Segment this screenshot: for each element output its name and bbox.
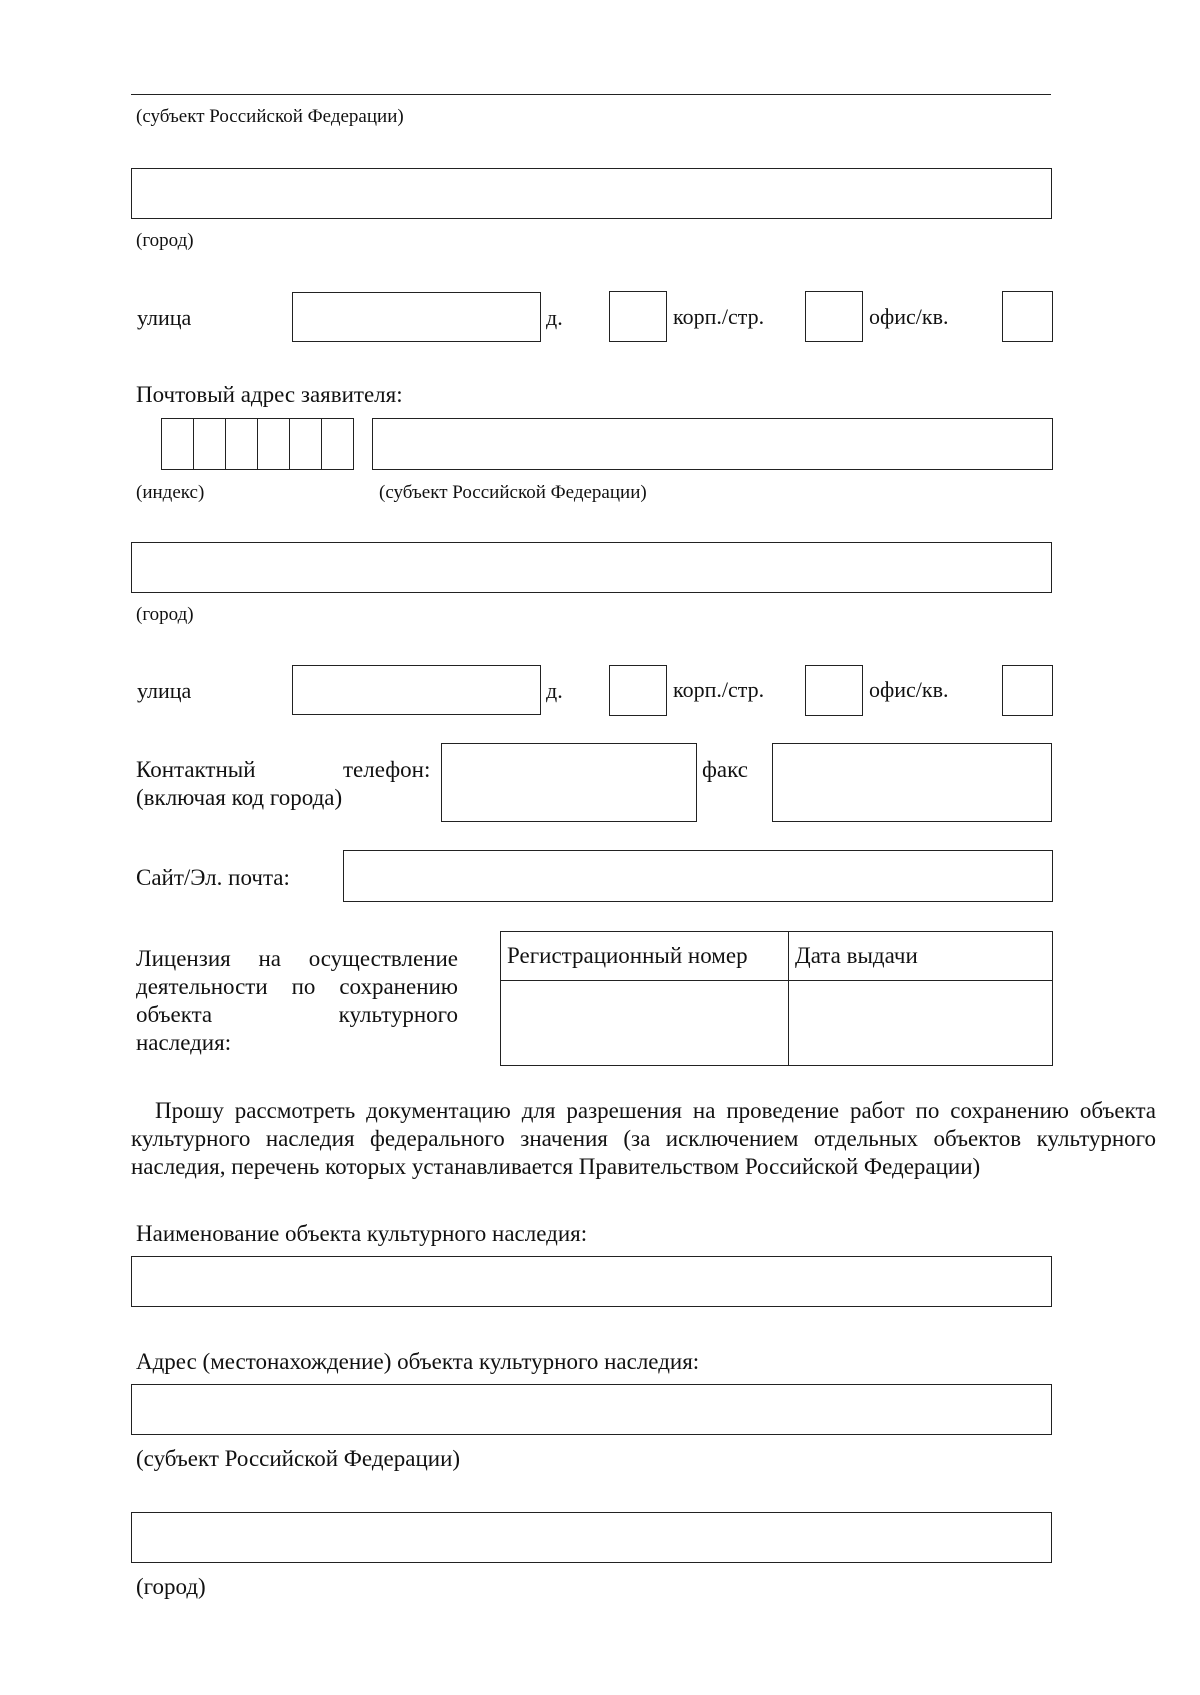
issue-date-header: Дата выдачи: [789, 932, 1053, 981]
index-caption: (индекс): [136, 482, 205, 503]
fax-label: факс: [702, 757, 748, 782]
subject-caption: (субъект Российской Федерации): [136, 106, 404, 127]
index-cell: [226, 419, 258, 469]
postal-building-input[interactable]: [805, 665, 863, 716]
index-cell: [322, 419, 353, 469]
license-label-line: Лицензия на осуществление: [136, 946, 458, 971]
reg-number-cell[interactable]: [501, 981, 789, 1066]
license-table: [500, 931, 1053, 1066]
reg-number-header: Регистрационный номер: [501, 932, 789, 981]
object-name-label: Наименование объекта культурного наследия:: [136, 1221, 588, 1246]
building-input[interactable]: [805, 291, 863, 342]
object-address-label: Адрес (местонахождение) объекта культурного наследия:: [136, 1349, 700, 1374]
phone-label-contact: Контактный: [136, 757, 256, 782]
postal-subject-input[interactable]: [372, 418, 1053, 470]
city-input[interactable]: [131, 168, 1052, 219]
postal-house-label: д.: [546, 678, 563, 703]
request-paragraph: Прошу рассмотреть документацию для разрешения на проведение работ по сохранению объекта культурного наследия федерального значения (за исключением отдельных объектов культурного наследия, перечень которых устанавливается Правительством Российской Федерации): [131, 1098, 1156, 1179]
phone-label-phone: телефон:: [343, 757, 431, 782]
issue-date-cell[interactable]: [789, 981, 1053, 1066]
index-cell: [290, 419, 322, 469]
house-label: д.: [546, 305, 563, 330]
postal-office-label: офис/кв.: [869, 677, 949, 702]
postal-subject-caption: (субъект Российской Федерации): [379, 482, 647, 503]
index-cell: [258, 419, 290, 469]
postal-street-input[interactable]: [292, 665, 541, 715]
phone-label-code: (включая код города): [136, 785, 343, 810]
street-input[interactable]: [292, 292, 541, 342]
object-city-input[interactable]: [131, 1512, 1052, 1563]
subject-underline: [131, 94, 1051, 95]
object-subject-caption: (субъект Российской Федерации): [136, 1446, 461, 1471]
site-email-input[interactable]: [343, 850, 1053, 902]
city-caption: (город): [136, 230, 194, 251]
building-label: корп./стр.: [673, 304, 765, 329]
object-city-caption: (город): [136, 1574, 206, 1599]
object-subject-input[interactable]: [131, 1384, 1052, 1435]
license-label-line: деятельности по сохранению: [136, 974, 458, 999]
postal-building-label: корп./стр.: [673, 677, 765, 702]
fax-input[interactable]: [772, 743, 1052, 822]
site-email-label: Сайт/Эл. почта:: [136, 865, 290, 890]
index-cell: [162, 419, 194, 469]
postal-index-input[interactable]: [161, 418, 354, 470]
object-name-input[interactable]: [131, 1256, 1052, 1307]
postal-address-title: Почтовый адрес заявителя:: [136, 382, 403, 407]
license-label-line: наследия:: [136, 1030, 232, 1055]
postal-house-input[interactable]: [609, 665, 667, 716]
office-label: офис/кв.: [869, 304, 949, 329]
postal-office-input[interactable]: [1002, 665, 1053, 716]
postal-street-label: улица: [137, 678, 192, 703]
postal-city-input[interactable]: [131, 542, 1052, 593]
phone-input[interactable]: [441, 743, 697, 822]
postal-city-caption: (город): [136, 604, 194, 625]
license-label: [136, 945, 458, 1057]
house-input[interactable]: [609, 291, 667, 342]
office-input[interactable]: [1002, 291, 1053, 342]
license-label-line: объекта культурного: [136, 1002, 458, 1027]
street-label: улица: [137, 305, 192, 330]
index-cell: [194, 419, 226, 469]
